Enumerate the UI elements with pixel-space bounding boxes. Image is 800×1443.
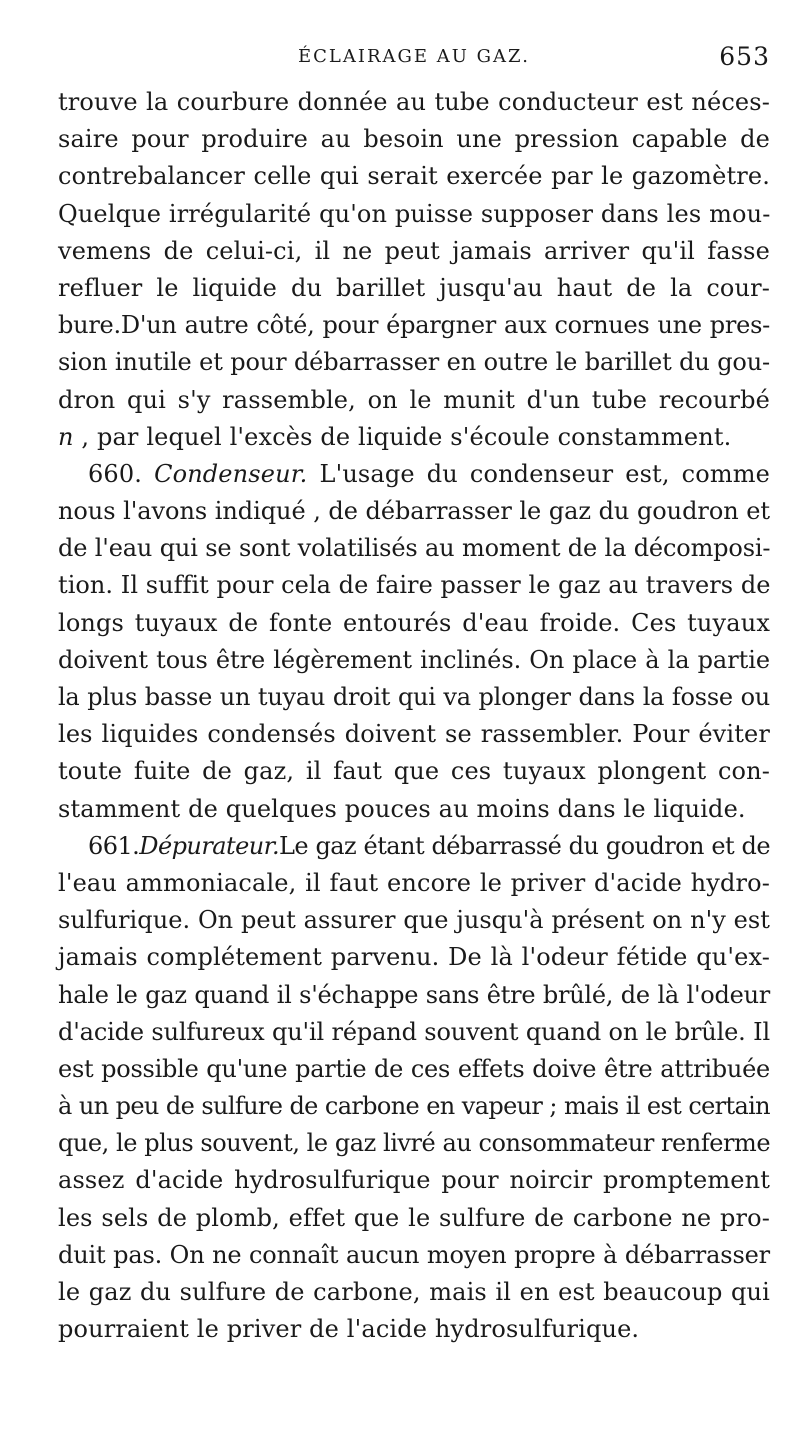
text-fragment: Le gaz étant débarrassé du goudron et de xyxy=(279,831,770,860)
text-line: les sels de plomb, effet que le sulfure de carbone ne pro- xyxy=(58,1203,770,1232)
section-number: 660. xyxy=(88,459,143,488)
text-line: tion. Il suffit pour cela de faire passer le gaz au travers de xyxy=(58,571,771,600)
page-number: 653 xyxy=(719,42,770,71)
text-line: stamment de quelques pouces au moins dans le liquide. xyxy=(58,794,746,823)
text-line: à un peu de sulfure de carbone en vapeur ; mais il est certain xyxy=(58,1092,770,1121)
text-line: jamais complétement parvenu. De là l'odeur fétide qu'ex- xyxy=(58,943,770,972)
text-line: que, le plus souvent, le gaz livré au consommateur renferme xyxy=(58,1129,771,1158)
text-line: les liquides condensés doivent se rassembler. Pour éviter xyxy=(58,720,770,749)
text-fragment: L'usage du condenseur est, comme xyxy=(307,459,771,488)
text-line: toute fuite de gaz, il faut que ces tuyaux plongent con- xyxy=(58,757,770,786)
section-heading: Dépurateur. xyxy=(139,831,280,860)
section-heading: Condenseur. xyxy=(154,459,308,488)
text-line: refluer le liquide du barillet jusqu'au haut de la cour- xyxy=(58,273,770,302)
text-line: sulfurique. On peut assurer que jusqu'à présent on n'y est xyxy=(58,906,770,935)
text-line: de l'eau qui se sont volatilisés au moment de la décomposi- xyxy=(58,534,771,563)
text-line: contrebalancer celle qui serait exercée par le gazomètre. xyxy=(58,162,770,191)
text-line xyxy=(58,419,770,456)
text-line: doivent tous être légèrement inclinés. On place à la partie xyxy=(58,645,770,674)
text-line: la plus basse un tuyau droit qui va plonger dans la fosse ou xyxy=(58,683,770,711)
text-fragment: , par lequel l'excès de liquide s'écoule constamment. xyxy=(73,422,732,451)
text-line: pourraient le priver de l'acide hydrosulfurique. xyxy=(58,1315,640,1344)
text-line: duit pas. On ne connaît aucun moyen propre à débarrasser xyxy=(58,1240,770,1269)
italic-letter: n xyxy=(58,422,74,451)
text-line: hale le gaz quand il s'échappe sans être brûlé, de là l'odeur xyxy=(58,980,770,1009)
text-line: dron qui s'y rassemble, on le munit d'un tube recourbé xyxy=(58,385,770,414)
running-head xyxy=(58,42,770,76)
text-line: est possible qu'une partie de ces effets doive être attribuée xyxy=(58,1054,770,1083)
text-line: l'eau ammoniacale, il faut encore le priver d'acide hydro- xyxy=(58,868,770,897)
text-line: saire pour produire au besoin une pression capable de xyxy=(58,125,770,154)
text-line: assez d'acide hydrosulfurique pour noircir promptement xyxy=(58,1166,770,1195)
section-first-line xyxy=(58,828,770,865)
text-line: Quelque irrégularité qu'on puisse supposer dans les mou- xyxy=(58,199,771,228)
text-line: sion inutile et pour débarrasser en outre le barillet du gou- xyxy=(58,348,770,377)
section-number: 661. xyxy=(88,831,140,860)
running-title: ÉCLAIRAGE AU GAZ. xyxy=(298,46,530,67)
text-line: bure.D'un autre côté, pour épargner aux cornues une pres- xyxy=(58,311,770,340)
text-line: longs tuyaux de fonte entourés d'eau froide. Ces tuyaux xyxy=(58,608,770,637)
section-first-line xyxy=(58,456,770,493)
text-line: d'acide sulfureux qu'il répand souvent quand on le brûle. Il xyxy=(58,1017,770,1046)
text-line: nous l'avons indiqué , de débarrasser le gaz du goudron et xyxy=(58,497,770,526)
text-line: trouve la courbure donnée au tube conducteur est néces- xyxy=(58,88,770,116)
text-line: vemens de celui-ci, il ne peut jamais arriver qu'il fasse xyxy=(58,236,770,265)
body-text xyxy=(58,84,770,1348)
text-line: le gaz du sulfure de carbone, mais il en est beaucoup qui xyxy=(58,1278,770,1306)
